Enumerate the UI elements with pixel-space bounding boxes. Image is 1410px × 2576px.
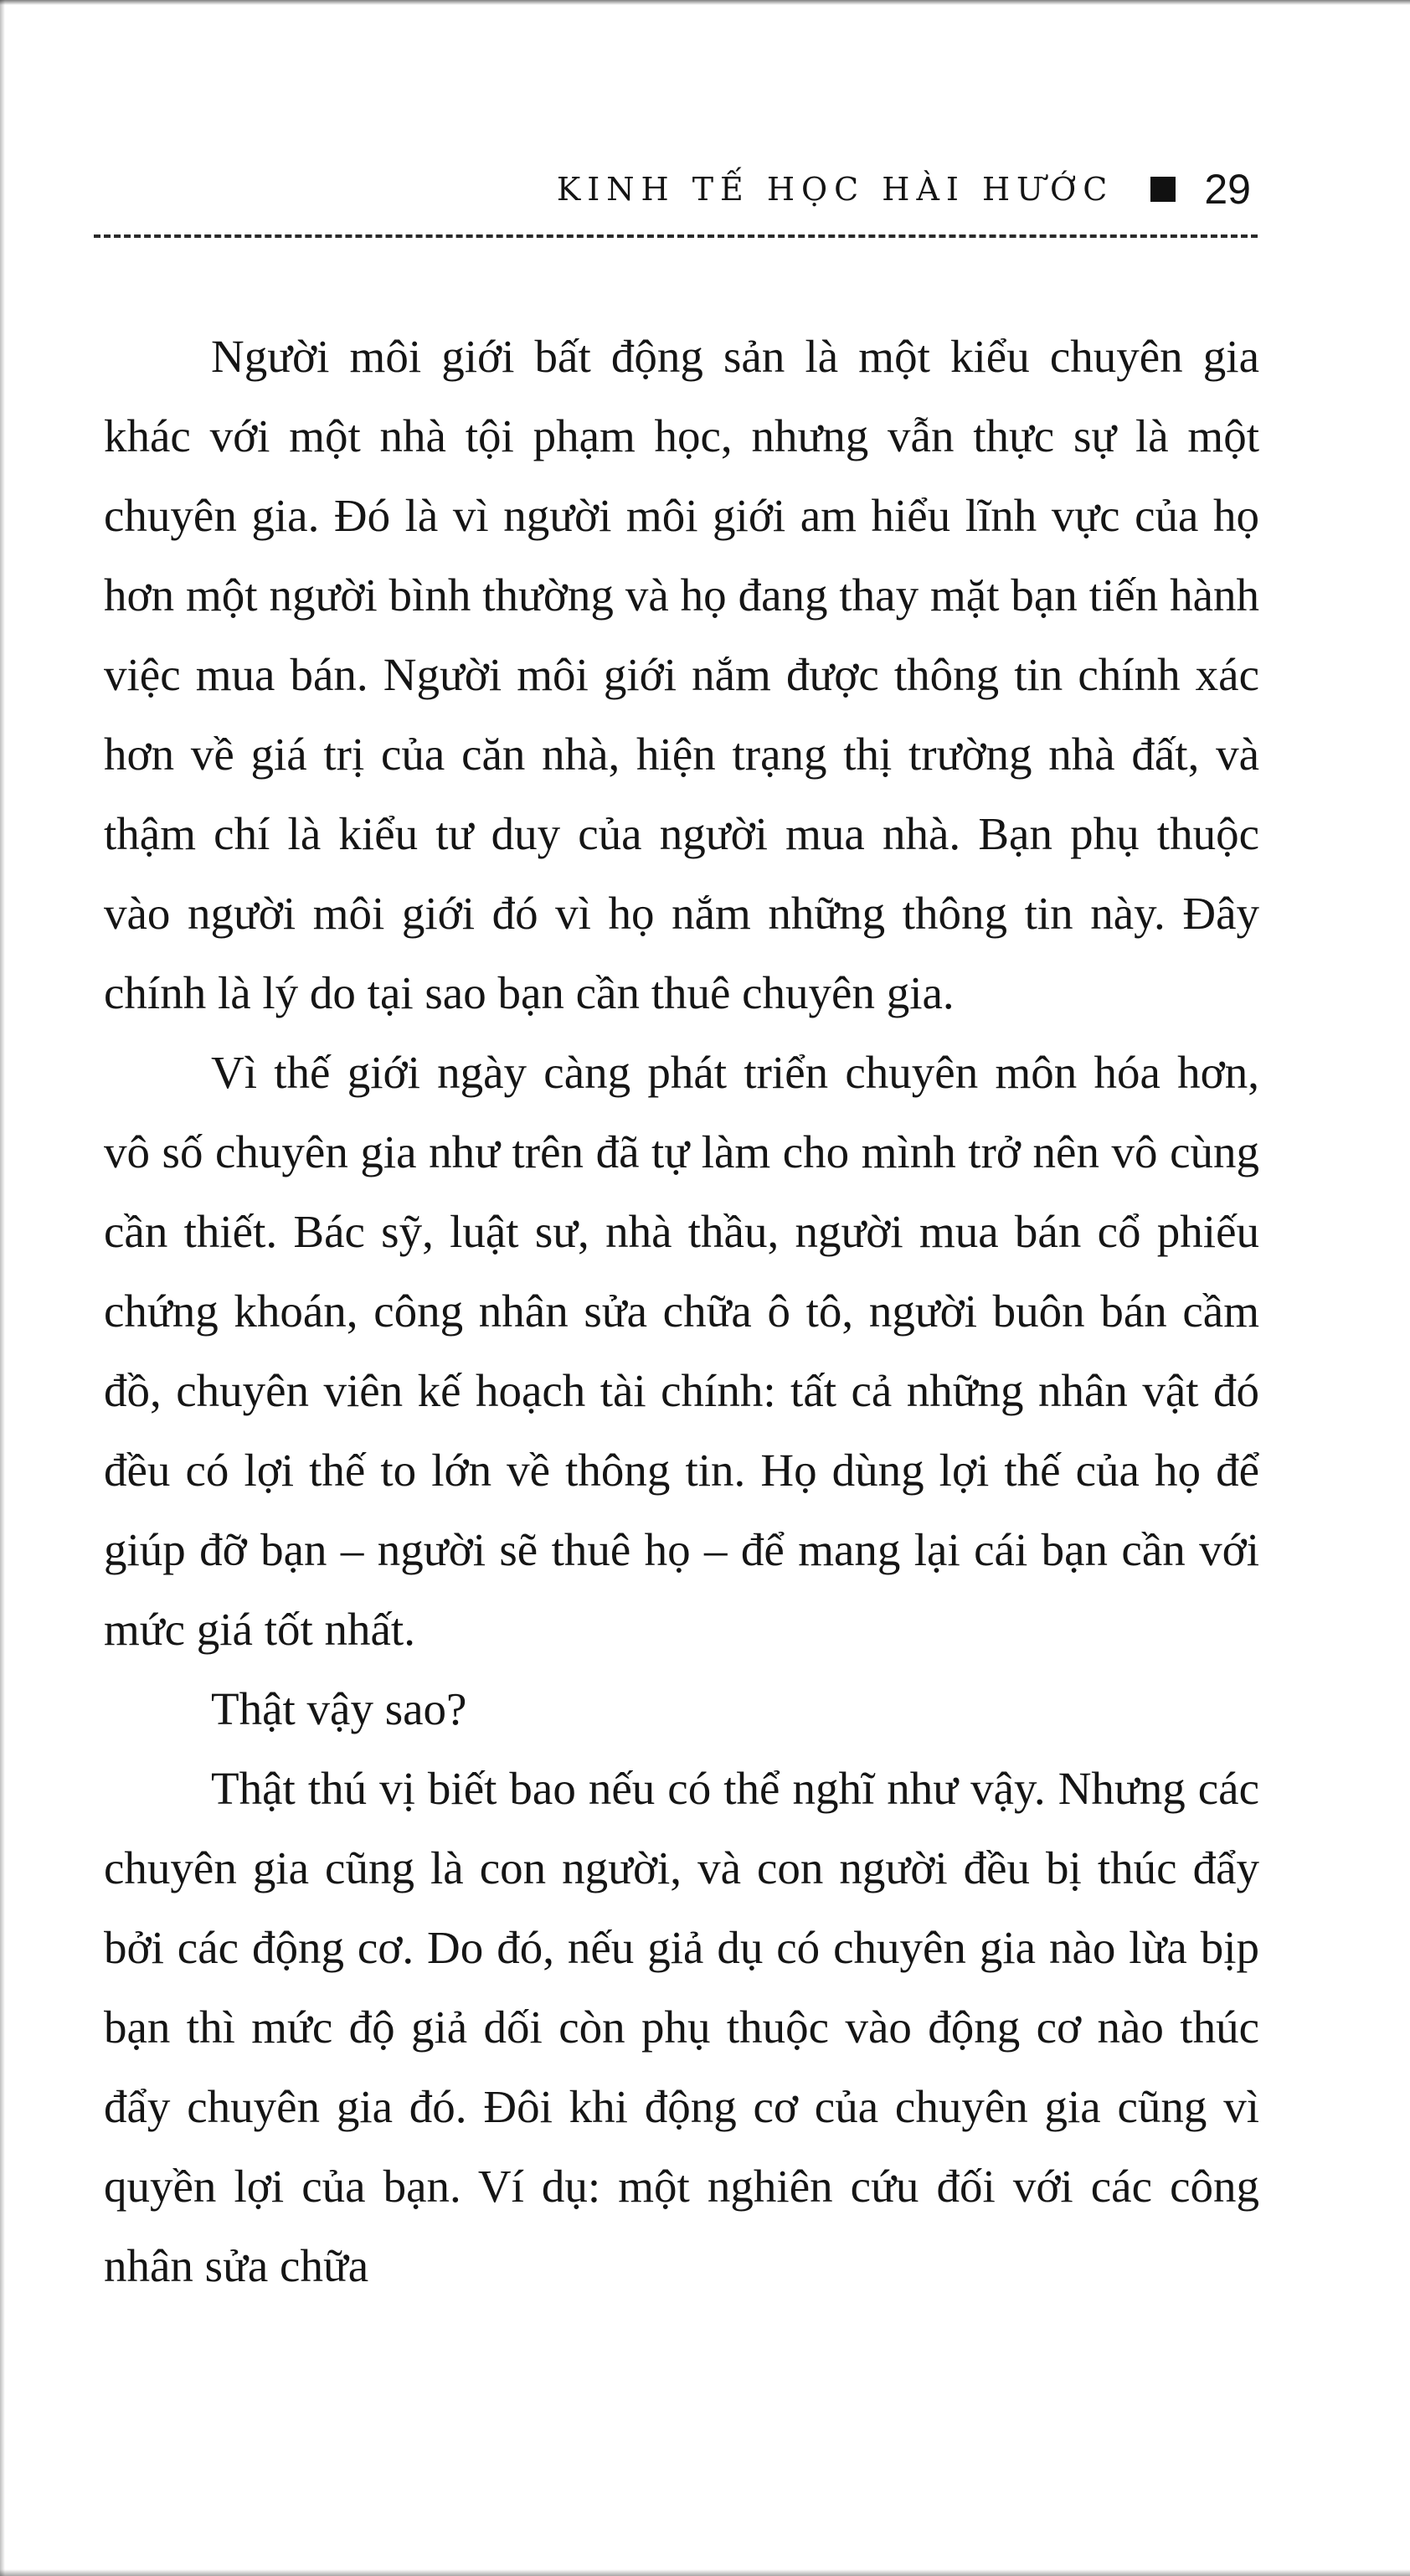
paragraph: Người môi giới bất động sản là một kiểu chuyên gia khác với một nhà tội phạm học, nhưng vẫn thực sự là một chuyên gia. Đó là vì người môi giới am hiểu lĩnh vực của họ hơn một người bình thường và họ đang thay mặt bạn tiến hành việc mua bán. Người môi giới nắm được thông tin chính xác hơn về giá trị của căn nhà, hiện trạng thị trường nhà đất, và thậm chí là kiểu tư duy của người mua nhà. Bạn phụ thuộc vào người môi giới đó vì họ nắm những thông tin này. Đây chính là lý do tại sao bạn cần thuê chuyên gia. <box>104 331 1259 1018</box>
scan-top-edge <box>0 0 1410 5</box>
paragraph: Thật thú vị biết bao nếu có thể nghĩ như vậy. Nhưng các chuyên gia cũng là con người, và con người đều bị thúc đẩy bởi các động cơ. Do đó, nếu giả dụ có chuyên gia nào lừa bịp bạn thì mức độ giả dối còn phụ thuộc vào động cơ nào thúc đẩy chuyên gia đó. Đôi khi động cơ của chuyên gia cũng vì quyền lợi của bạn. Ví dụ: một nghiên cứu đối với các công nhân sửa chữa <box>104 1763 1259 2291</box>
paragraph: Vì thế giới ngày càng phát triển chuyên môn hóa hơn, vô số chuyên gia như trên đã tự làm cho mình trở nên vô cùng cần thiết. Bác sỹ, luật sư, nhà thầu, người mua bán cổ phiếu chứng khoán, công nhân sửa chữa ô tô, người buôn bán cầm đồ, chuyên viên kế hoạch tài chính: tất cả những nhân vật đó đều có lợi thế to lớn về thông tin. Họ dùng lợi thế của họ để giúp đỡ bạn – người sẽ thuê họ – để mang lại cái bạn cần với mức giá tốt nhất. <box>104 1047 1259 1655</box>
header-divider <box>94 234 1258 238</box>
square-bullet-icon <box>1150 177 1176 202</box>
page-number: 29 <box>1204 166 1251 213</box>
running-header <box>557 164 1251 214</box>
book-title: KINH TẾ HỌC HÀI HƯỚC <box>556 171 1114 208</box>
scan-bottom-edge <box>0 2569 1410 2576</box>
scan-left-edge <box>0 0 5 2576</box>
paragraph-question: Thật vậy sao? <box>211 1683 467 1734</box>
page-body <box>104 317 1259 2306</box>
